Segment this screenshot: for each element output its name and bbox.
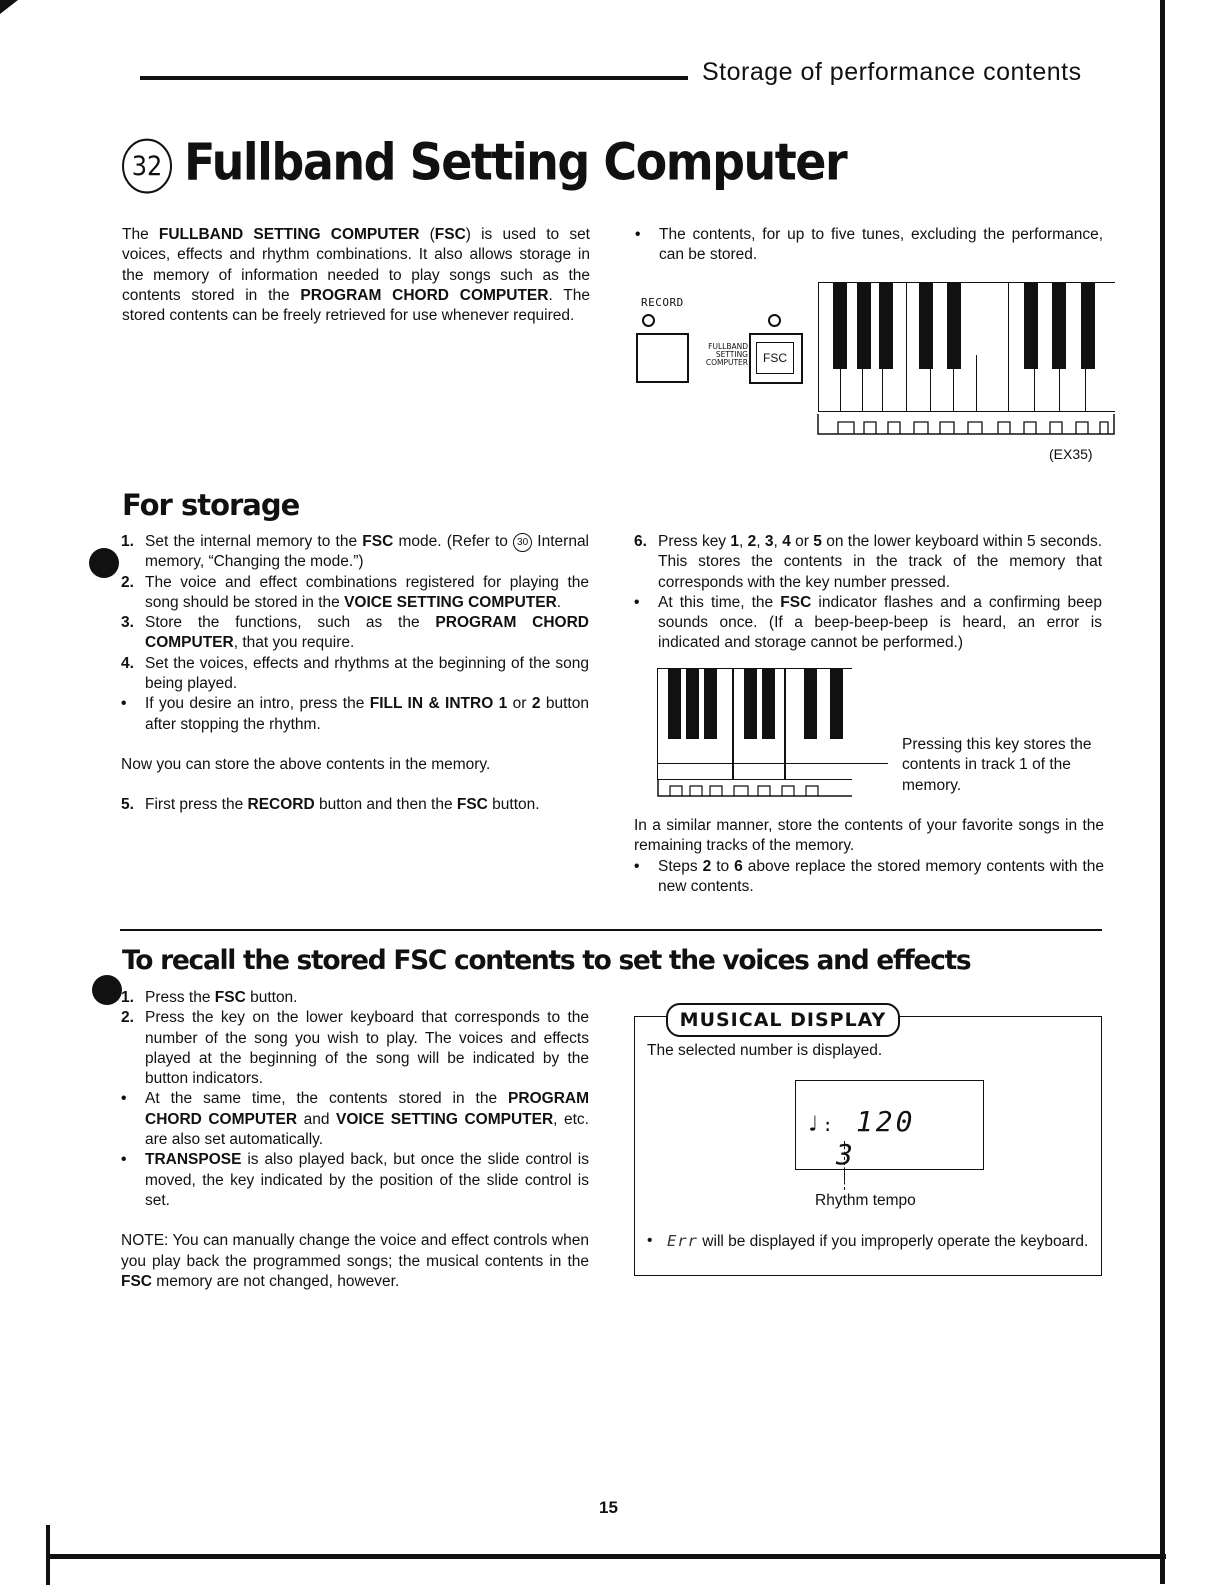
record-button[interactable] — [636, 333, 689, 383]
intro-bullet-text: The contents, for up to five tunes, excluding the performance, can be stored. — [659, 226, 1103, 264]
lcd-tempo: 120 — [855, 1105, 916, 1138]
list-item: 5. First press the RECORD button and then the FSC button. — [121, 796, 540, 814]
list-item: • At this time, the FSC indicator flashes and a confirming beep sounds once. (If a beep-beep-beep is heard, an error is indicated and storage cannot be performed.) — [634, 593, 1102, 652]
err-text: will be displayed if you improperly operate the keyboard. — [698, 1233, 1089, 1250]
record-label: RECORD — [641, 296, 684, 309]
similar-text: In a similar manner, store the contents of your favorite songs in the remaining tracks of the memory. — [634, 817, 1104, 855]
page-border-left — [46, 1525, 50, 1585]
list-item: 1. Press the FSC button. — [121, 989, 298, 1006]
intro-text: The FULLBAND SETTING COMPUTER (FSC) is used to set voices, effects and rhythm combinations. It also allows storage in the memory of information needed to play songs such as the contents stored in the PROGRAM CHORD COMPUTER. The stored contents can be freely retrieved for use whenever required. — [122, 226, 590, 325]
list-item: 4. Set the voices, effects and rhythms at the beginning of the song being played. — [121, 654, 589, 693]
recall-heading: To recall the stored FSC contents to set the voices and effects — [122, 945, 971, 976]
keyboard-diagram — [818, 282, 1115, 412]
pressing-caption: Pressing this key stores the contents in track 1 of the memory. — [902, 736, 1092, 794]
list-item: 3. Store the functions, such as the PROGRAM CHORD COMPUTER, that you require. — [121, 614, 589, 652]
musical-display-box — [634, 1016, 1102, 1276]
page-border-bottom — [46, 1554, 1166, 1559]
keyboard-bracket-row-small — [656, 778, 856, 800]
keyboard-bracket-row — [816, 412, 1116, 438]
fsc-caption: FULLBAND SETTING COMPUTER — [705, 342, 748, 367]
keyboard-diagram-small — [657, 668, 852, 780]
fsc-button-frame[interactable] — [749, 333, 803, 384]
record-indicator — [642, 314, 655, 327]
fsc-button[interactable]: FSC — [756, 342, 794, 374]
list-item: • If you desire an intro, press the FILL IN & INTRO 1 or 2 button after stopping the rhythm. — [121, 695, 589, 733]
lcd-screen — [795, 1080, 984, 1170]
chapter-title — [122, 132, 846, 194]
section-title: Storage of performance contents — [702, 58, 1082, 86]
recall-note: NOTE: You can manually change the voice and effect controls when you play back the programmed songs; the musical contents in the FSC memory are not changed, however. — [121, 1232, 589, 1290]
err-code: Err — [667, 1232, 698, 1250]
section-divider — [120, 929, 1102, 931]
header-rule — [140, 76, 688, 80]
page-number: 15 — [599, 1498, 618, 1517]
storage-steps — [121, 532, 589, 816]
storage-steps-right — [634, 532, 1102, 654]
figure-label: (EX35) — [1049, 446, 1093, 462]
storage-now-text: Now you can store the above contents in the memory. — [121, 755, 491, 773]
binder-hole — [92, 975, 122, 1005]
lcd-readout: ♩: 120 3 — [806, 1105, 916, 1171]
list-item: 1. Set the internal memory to the FSC mode. (Refer to 30 Internal memory, “Changing the mode.”) — [121, 533, 590, 571]
recall-steps — [121, 988, 589, 1292]
err-note: • Err will be displayed if you improperly operate the keyboard. — [647, 1232, 1089, 1250]
list-item: • The contents, for up to five tunes, excluding the performance, can be stored. — [635, 226, 1103, 264]
chapter-number: 32 — [122, 139, 172, 194]
quarter-note-icon: ♩ — [806, 1112, 823, 1137]
fsc-indicator — [768, 314, 781, 327]
intro-bullet — [635, 225, 1103, 266]
display-caption: The selected number is displayed. — [647, 1042, 883, 1059]
page-corner-mark — [0, 0, 18, 14]
list-item: 2. Press the key on the lower keyboard that corresponds to the number of the song you wish to play. The voices and effects played at the beginning of the song will be indicated by the button indicators. — [121, 1009, 589, 1088]
storage-followup — [634, 816, 1104, 897]
chapter-title-text: Fullband Setting Computer — [184, 132, 847, 192]
circled-number: 30 — [513, 533, 532, 552]
intro-paragraph — [122, 225, 590, 326]
lcd-song-number: 3 — [836, 1138, 856, 1171]
list-item: • TRANSPOSE is also played back, but once the slide control is moved, the key indicated by the position of the slide control is set. — [121, 1151, 589, 1209]
musical-display-title: MUSICAL DISPLAY — [666, 1003, 900, 1037]
list-item: • Steps 2 to 6 above replace the stored memory contents with the new contents. — [634, 857, 1104, 895]
list-item: 6. Press key 1, 2, 3, 4 or 5 on the lower keyboard within 5 seconds. This stores the contents in the track of the memory that corresponds with the key number pressed. — [634, 533, 1102, 591]
binder-hole — [89, 548, 119, 578]
tempo-pointer — [844, 1170, 845, 1190]
tempo-label: Rhythm tempo — [815, 1192, 916, 1209]
storage-heading: For storage — [122, 488, 300, 522]
list-item: 2. The voice and effect combinations registered for playing the song should be stored in the VOICE SETTING COMPUTER. — [121, 573, 589, 611]
list-item: • At the same time, the contents stored in the PROGRAM CHORD COMPUTER and VOICE SETTING COMPUTER, etc. are also set automatically. — [121, 1090, 589, 1149]
page-border-right — [1160, 0, 1165, 1584]
